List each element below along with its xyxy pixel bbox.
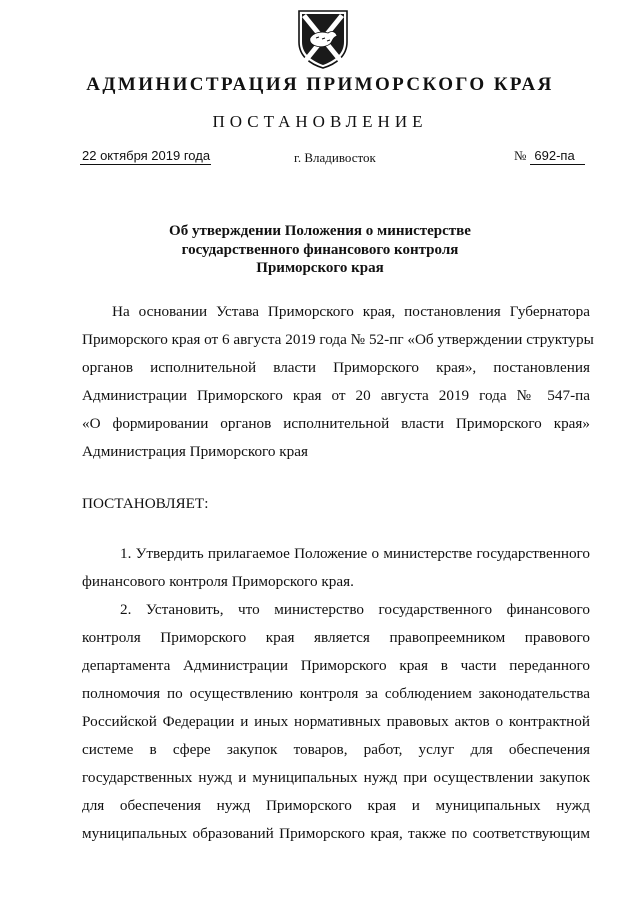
- item-2-line: 2. Установить, что министерство государственного финансового: [120, 601, 590, 618]
- document-city: г. Владивосток: [294, 150, 376, 165]
- organization-title: АДМИНИСТРАЦИЯ ПРИМОРСКОГО КРАЯ: [86, 74, 554, 95]
- document-date: 22 октября 2019 года: [82, 148, 211, 163]
- item-2-line: департамента Администрации Приморского края в части переданного: [82, 657, 590, 674]
- number-sign: №: [514, 148, 527, 163]
- item-2-line: системе в сфере закупок товаров, работ, услуг для обеспечения: [82, 741, 590, 758]
- preamble-line: Администрация Приморского края: [82, 443, 308, 460]
- document-subject: [120, 222, 520, 278]
- subject-line: государственного финансового контроля: [181, 241, 459, 258]
- item-2-line: Российской Федерации и иных нормативных правовых актов о контрактной: [82, 713, 590, 730]
- subject-line: Приморского края: [256, 260, 384, 276]
- preamble-line: органов исполнительной власти Приморского края», постановления: [82, 359, 590, 376]
- resolves-heading: ПОСТАНОВЛЯЕТ:: [82, 495, 209, 512]
- item-2-line: для обеспечения нужд Приморского края и муниципальных нужд: [82, 797, 590, 814]
- subject-line: Об утверждении Положения о министерстве: [169, 223, 471, 239]
- coat-of-arms-emblem: [296, 8, 350, 70]
- document-number: [514, 148, 585, 165]
- document-type: ПОСТАНОВЛЕНИЕ: [212, 112, 428, 131]
- preamble-line: «О формировании органов исполнительной власти Приморского края»: [82, 415, 590, 432]
- item-1-line: финансового контроля Приморского края.: [82, 573, 354, 590]
- item-2-line: полномочия по осуществлению контроля за соблюдением законодательства: [82, 685, 590, 702]
- preamble-line: Приморского края от 6 августа 2019 года № 52-пг «Об утверждении структуры: [82, 331, 594, 348]
- number-value: 692-па: [530, 148, 584, 165]
- preamble-line: Администрации Приморского края от 20 августа 2019 года № 547-па: [82, 387, 590, 404]
- item-2-line: муниципальных образований Приморского края, также по соответствующим: [82, 825, 590, 842]
- item-2-line: контроля Приморского края является правопреемником правового: [82, 629, 590, 646]
- shield-icon: [296, 8, 350, 70]
- item-1-line: 1. Утвердить прилагаемое Положение о министерстве государственного: [120, 545, 590, 562]
- item-2-line: государственных нужд и муниципальных нужд при осуществлении закупок: [82, 769, 590, 786]
- preamble-line: На основании Устава Приморского края, постановления Губернатора: [112, 303, 590, 320]
